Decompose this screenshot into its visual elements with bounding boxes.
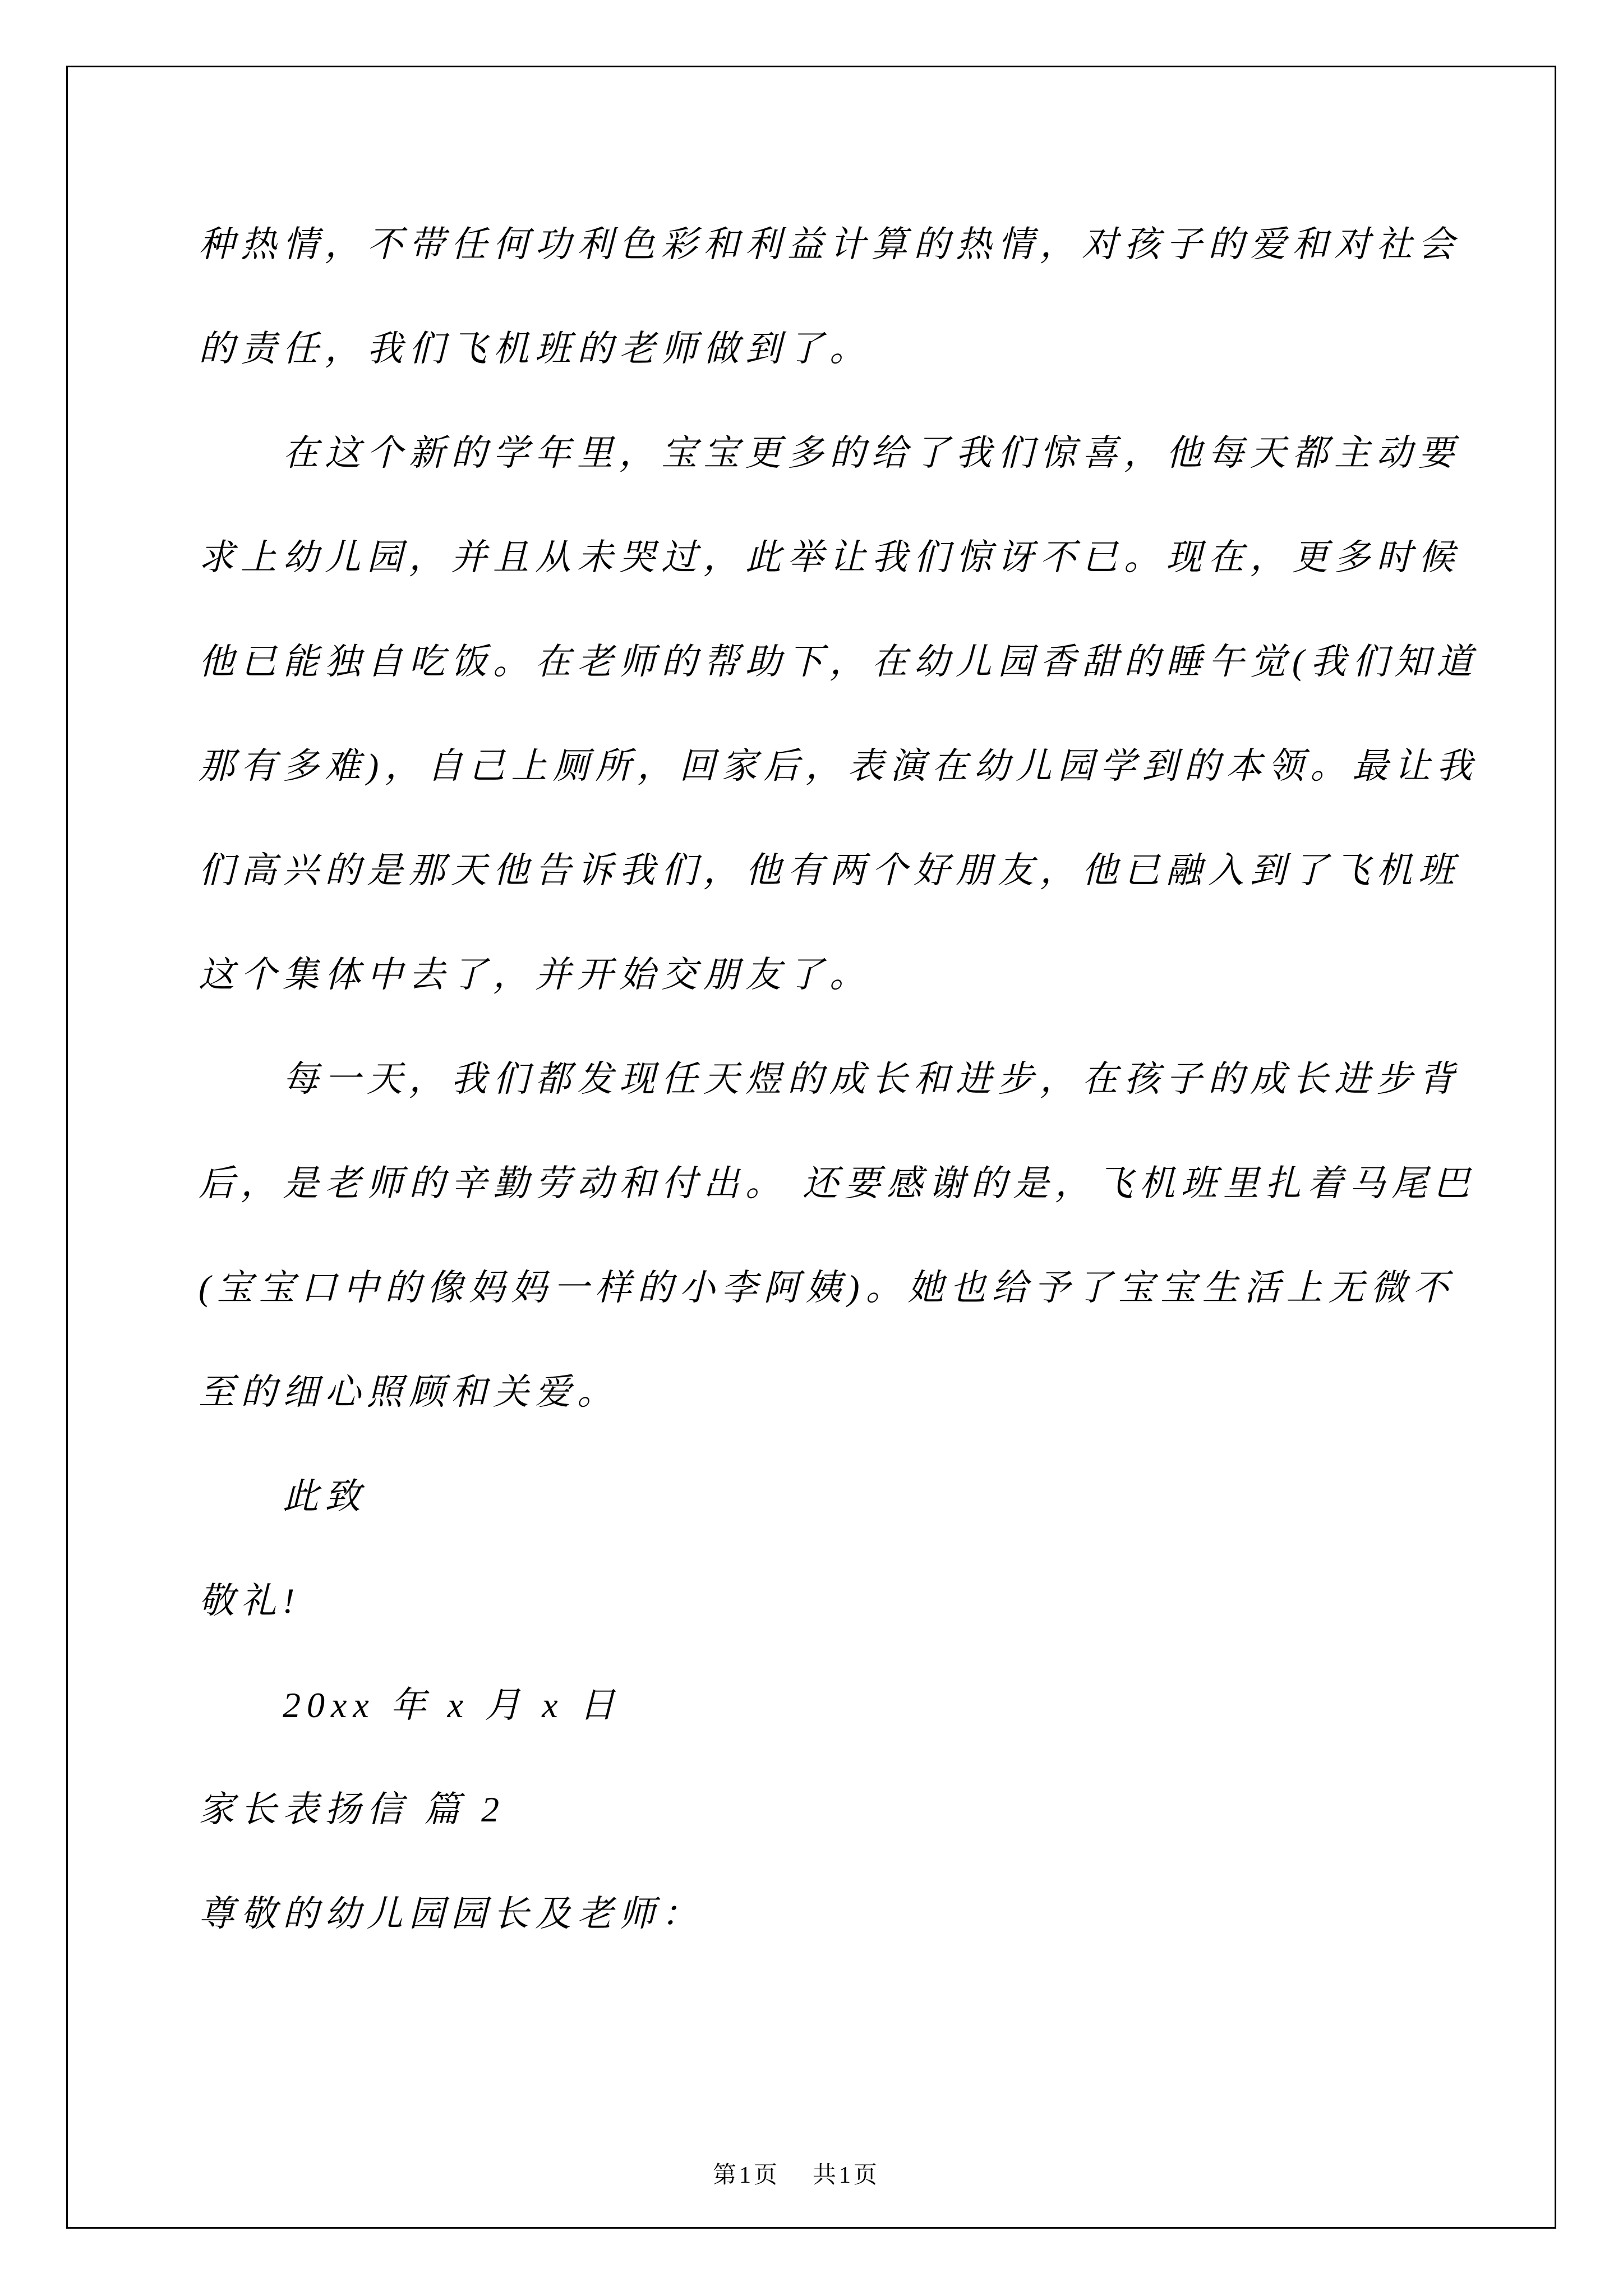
page-footer (695, 2129, 880, 2190)
text-line: 们高兴的是那天他告诉我们，他有两个好朋友，他已融入到了飞机班 (199, 850, 1460, 890)
text-line: 尊敬的幼儿园园长及老师： (199, 1894, 703, 1934)
text-line: 后，是老师的辛勤劳动和付出。 还要感谢的是，飞机班里扎着马尾巴 (199, 1163, 1476, 1203)
document-body-text (199, 192, 1511, 1966)
text-line: 种热情，不带任何功利色彩和利益计算的热情，对孩子的爱和对社会 (199, 224, 1460, 264)
text-line: 的责任，我们飞机班的老师做到了。 (199, 329, 872, 369)
text-line: 家长表扬信 篇 2 (199, 1789, 505, 1829)
text-line: 敬礼! (199, 1581, 301, 1621)
text-line: 他已能独自吃饭。在老师的帮助下，在幼儿园香甜的睡午觉(我们知道 (199, 642, 1479, 682)
text-line: (宝宝口中的像妈妈一样的小李阿姨)。她也给予了宝宝生活上无微不 (199, 1268, 1455, 1308)
page-number-total: 共1页 (813, 2162, 880, 2188)
text-line: 至的细心照顾和关爱。 (199, 1372, 619, 1412)
page-number-current: 第1页 (713, 2162, 781, 2188)
text-line: 此致 (283, 1476, 367, 1516)
text-line: 每一天，我们都发现任天煜的成长和进步，在孩子的成长进步背 (283, 1059, 1460, 1099)
text-line: 这个集体中去了，并开始交朋友了。 (199, 955, 872, 995)
text-line: 那有多难)，自己上厕所，回家后，表演在幼儿园学到的本领。最让我 (199, 746, 1479, 786)
text-line: 求上幼儿园，并且从未哭过，此举让我们惊讶不已。现在，更多时候 (199, 537, 1460, 577)
text-line: 在这个新的学年里，宝宝更多的给了我们惊喜，他每天都主动要 (283, 433, 1460, 473)
text-line: 20xx 年 x 月 x 日 (283, 1685, 621, 1725)
